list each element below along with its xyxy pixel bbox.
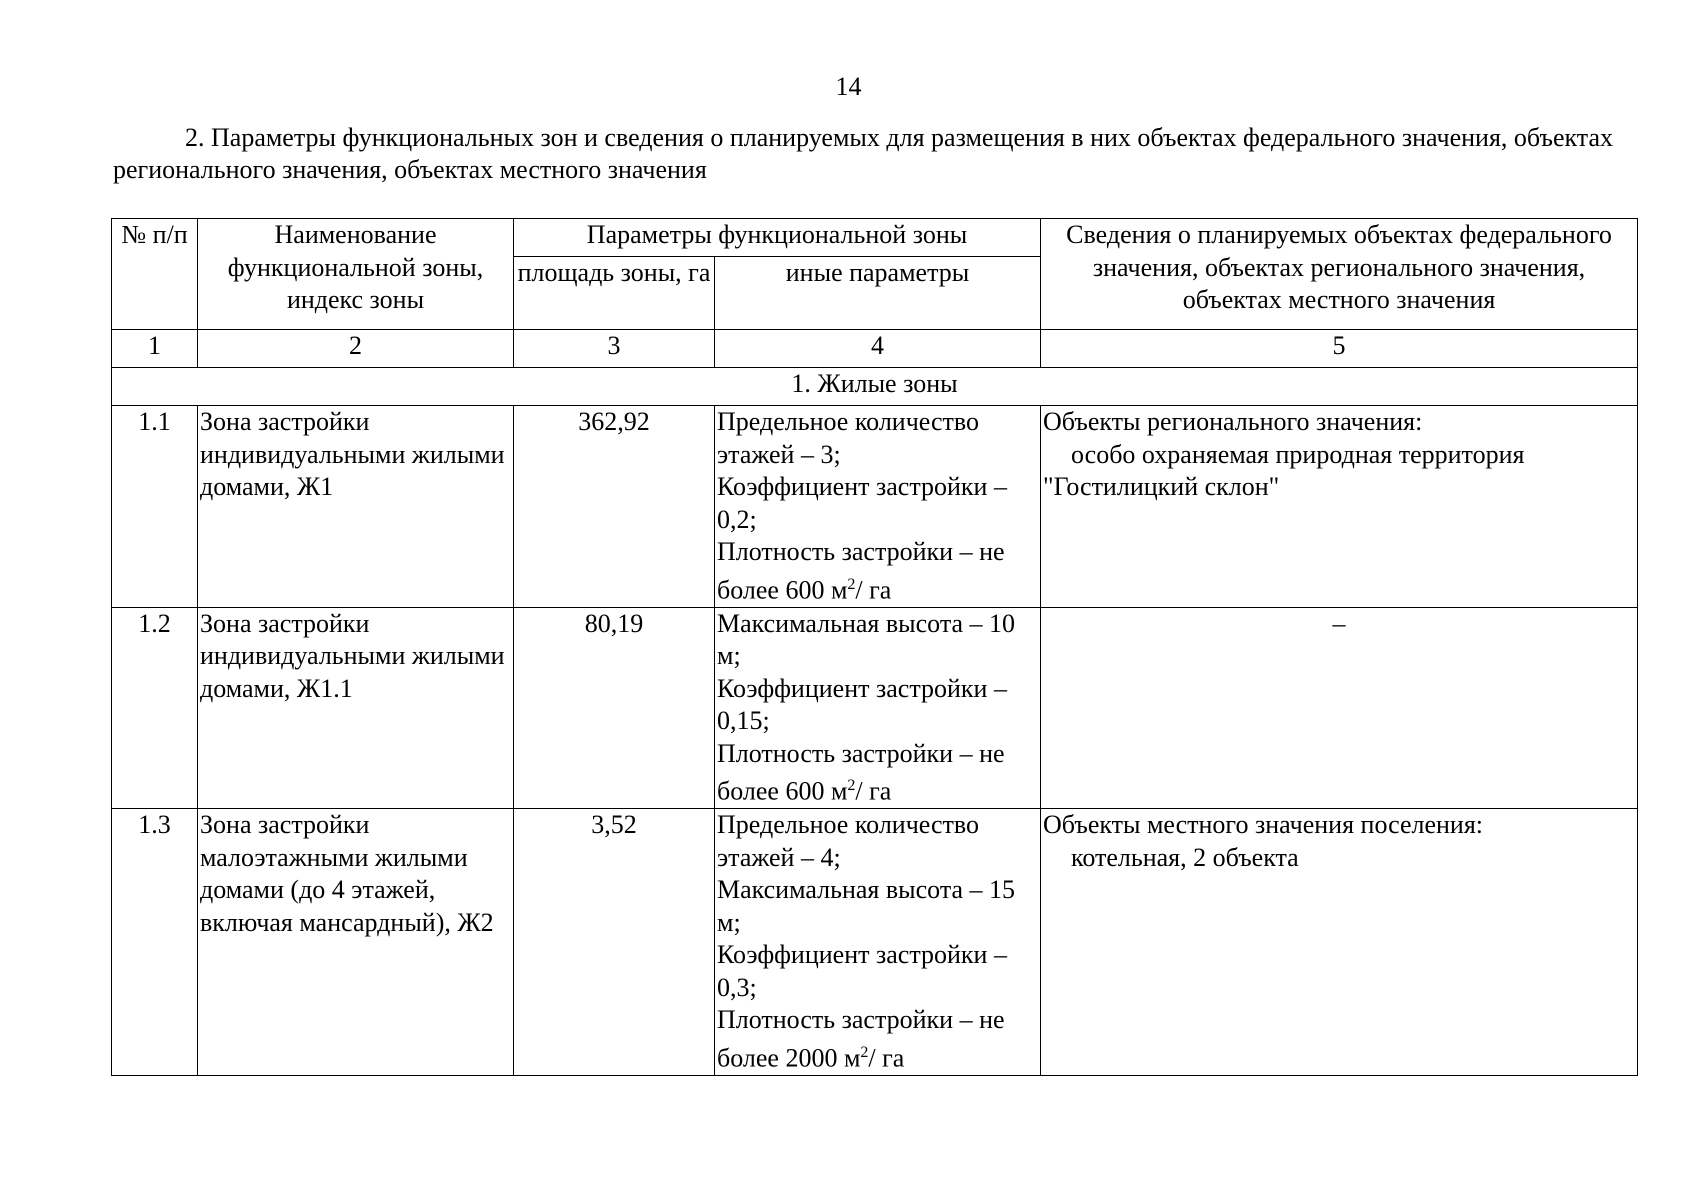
row-number: 1.2: [112, 607, 198, 809]
param-text: Плотность застройки – не более 600 м: [717, 537, 1005, 605]
header-zone-name: Наименование функциональной зоны, индекс зоны: [198, 219, 514, 330]
table-header-row: [112, 219, 1638, 257]
section-title: 1. Жилые зоны: [112, 368, 1638, 406]
objects-title: Объекты регионального значения:: [1043, 407, 1423, 436]
zone-other-params: [715, 809, 1041, 1076]
column-number: 2: [198, 330, 514, 368]
planned-objects: –: [1041, 607, 1638, 809]
table-row: [112, 406, 1638, 608]
param-text: Плотность застройки – не более 600 м: [717, 738, 1005, 806]
param-superscript: 2: [847, 575, 856, 593]
objects-item-tail: "Гостилицкий склон": [1043, 472, 1280, 501]
param-unit: / га: [855, 776, 892, 806]
column-number: 1: [112, 330, 198, 368]
header-num: № п/п: [112, 219, 198, 330]
param-line: Коэффициент застройки – 0,15;: [717, 673, 1007, 736]
column-number: 5: [1041, 330, 1638, 368]
param-superscript: 2: [860, 1043, 869, 1061]
objects-item: особо охраняемая природная территория: [1071, 439, 1525, 469]
param-unit: / га: [868, 1043, 905, 1073]
objects-title: Объекты местного значения поселения:: [1043, 810, 1484, 840]
zone-other-params: [715, 607, 1041, 809]
param-line: [717, 536, 1038, 607]
table-row: [112, 809, 1638, 1076]
column-number-row: [112, 330, 1638, 368]
param-line: Коэффициент застройки – 0,3;: [717, 940, 1007, 1002]
zone-area: 3,52: [514, 809, 715, 1076]
planned-objects: [1041, 406, 1638, 608]
functional-zones-table: [111, 218, 1638, 1076]
table-row: [112, 607, 1638, 809]
header-area: площадь зоны, га: [514, 257, 715, 330]
param-line: [717, 1004, 1038, 1075]
zone-name: Зона застройки малоэтажными жилыми домами (до 4 этажей, включая мансардный), Ж2: [198, 809, 514, 1076]
param-line: Предельное количество этажей – 4;: [717, 810, 979, 872]
section-row: [112, 368, 1638, 406]
header-objects: Сведения о планируемых объектах федерального значения, объектах регионального значения, объектах местного значения: [1041, 219, 1638, 330]
header-other-params: иные параметры: [715, 257, 1041, 330]
zone-name: Зона застройки индивидуальными жилыми домами, Ж1.1: [198, 607, 514, 809]
param-line: Предельное количество этажей – 3;: [717, 407, 979, 469]
param-line: Максимальная высота – 10 м;: [717, 608, 1016, 671]
column-number: 4: [715, 330, 1041, 368]
param-line: Коэффициент застройки – 0,2;: [717, 472, 1007, 534]
row-number: 1.3: [112, 809, 198, 1076]
row-number: 1.1: [112, 406, 198, 608]
param-line: Максимальная высота – 15 м;: [717, 875, 1016, 937]
param-line: [717, 738, 1038, 809]
page-number: 14: [835, 72, 862, 101]
zone-other-params: [715, 406, 1041, 608]
section-heading: 2. Параметры функциональных зон и сведения о планируемых для размещения в них объектах федерального значения, объектах регионального значения, объектах местного значения: [113, 123, 1613, 184]
param-unit: / га: [855, 575, 892, 605]
param-text: Плотность застройки – не более 2000 м: [717, 1005, 1005, 1073]
header-params-group: Параметры функциональной зоны: [514, 219, 1041, 257]
zone-name: Зона застройки индивидуальными жилыми домами, Ж1: [198, 406, 514, 608]
planned-objects: [1041, 809, 1638, 1076]
column-number: 3: [514, 330, 715, 368]
param-superscript: 2: [847, 777, 856, 795]
zone-area: 80,19: [514, 607, 715, 809]
zone-area: 362,92: [514, 406, 715, 608]
objects-item: котельная, 2 объекта: [1071, 842, 1299, 872]
